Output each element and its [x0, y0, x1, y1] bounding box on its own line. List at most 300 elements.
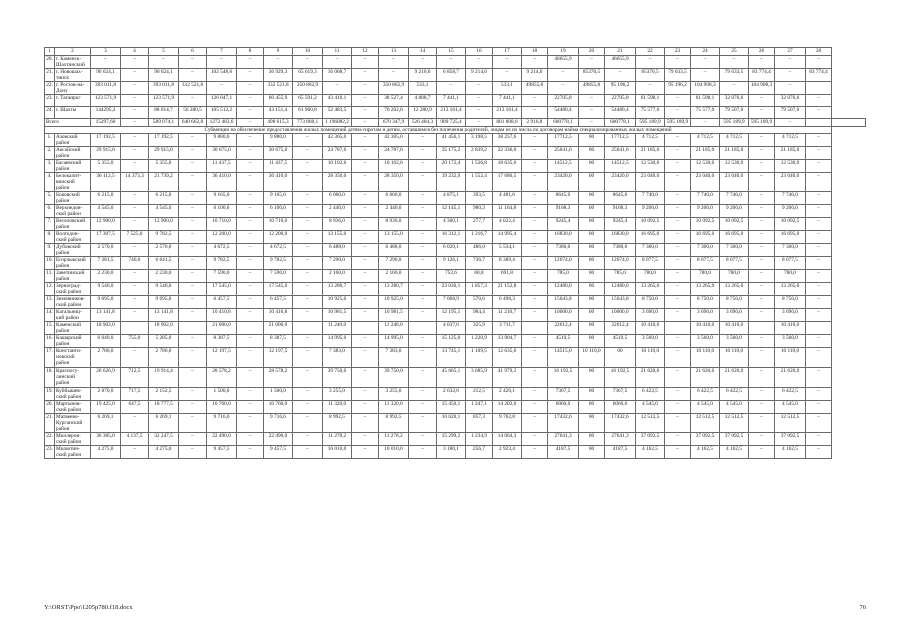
- table-cell: 10 760,0: [207, 401, 237, 414]
- page-number: 76: [859, 604, 866, 611]
- table-row: [45, 107, 866, 119]
- table-cell: –: [775, 119, 806, 127]
- table-cell: –: [323, 82, 352, 95]
- table-cell: –: [121, 95, 149, 107]
- table-cell: –: [352, 231, 379, 244]
- table-cell: 4 162,5: [636, 446, 665, 459]
- table-cell: 526 484,3: [409, 119, 437, 127]
- table-cell: –: [179, 231, 207, 244]
- table-cell: 4 022,4: [493, 218, 522, 231]
- table-cell: 2 160,0: [379, 270, 409, 283]
- table-cell: 10 092,5: [636, 218, 665, 231]
- table-cell: 12 530,0: [720, 160, 749, 173]
- table-cell: 20.: [45, 401, 55, 414]
- table-cell: 9 716,6: [207, 414, 237, 433]
- table-cell: 21 152,8: [493, 283, 522, 296]
- table-cell: –: [522, 401, 548, 414]
- table-cell: –: [775, 56, 806, 69]
- table-cell: –: [352, 283, 379, 296]
- table-cell: –: [665, 433, 691, 446]
- table-cell: –: [409, 56, 437, 69]
- table-cell: –: [179, 335, 207, 348]
- table-cell: –: [437, 82, 466, 95]
- table-cell: 16 192,5: [605, 368, 636, 388]
- table-cell: 32 247,5: [149, 433, 179, 446]
- table-cell: 16830,0: [548, 231, 579, 244]
- table-cell: 14 995,0: [379, 335, 409, 348]
- table-cell: –: [409, 401, 437, 414]
- table-cell: –: [293, 388, 323, 401]
- table-cell: 533,1: [409, 82, 437, 95]
- table-cell: 785,0: [605, 270, 636, 283]
- table-cell: –: [493, 56, 522, 69]
- table-row: [45, 173, 866, 192]
- table-cell: –: [409, 433, 437, 446]
- table-cell: 00: [579, 192, 605, 205]
- table-cell: 755,0: [121, 335, 149, 348]
- table-cell: 49855,8: [522, 82, 548, 95]
- table-cell: 12 512,5: [636, 414, 665, 433]
- table-cell: 10 410,0: [636, 322, 665, 335]
- table-cell: 60 455,9: [264, 95, 293, 107]
- table-cell: 17.: [45, 348, 55, 368]
- table-cell: 670 347,9: [379, 119, 409, 127]
- table-cell: –: [379, 56, 409, 69]
- table-cell: 21 185,0: [720, 147, 749, 160]
- table-cell: –: [749, 231, 775, 244]
- row-label-cell: Красносу-линский район: [55, 368, 91, 388]
- table-cell: 2 230,0: [91, 270, 121, 283]
- table-cell: 600778,1: [548, 119, 579, 127]
- table-cell: 00: [579, 160, 605, 173]
- table-cell: 5 285,0: [149, 335, 179, 348]
- table-cell: 647,5: [121, 401, 149, 414]
- table-cell: 3 690,0: [691, 309, 720, 322]
- table-cell: 104 908,3: [749, 82, 775, 95]
- table-cell: 801 808,6: [493, 119, 522, 127]
- table-cell: 15 299,2: [437, 433, 466, 446]
- table-cell: 9 200,0: [775, 205, 806, 218]
- table-cell: –: [179, 192, 207, 205]
- table-cell: –: [179, 309, 207, 322]
- table-cell: 8 077,5: [691, 257, 720, 270]
- table-cell: –: [352, 82, 379, 95]
- table-cell: –: [237, 205, 264, 218]
- table-row: [45, 270, 866, 283]
- table-cell: 17432,6: [605, 414, 636, 433]
- table-cell: –: [179, 388, 207, 401]
- table-cell: –: [806, 388, 832, 401]
- table-cell: –: [293, 192, 323, 205]
- table-cell: 780,0: [636, 270, 665, 283]
- table-cell: 41 456,1: [437, 134, 466, 147]
- table-cell: –: [522, 257, 548, 270]
- table-cell: 3 255,0: [323, 388, 352, 401]
- table-cell: 22.: [45, 82, 55, 95]
- table-cell: –: [121, 205, 149, 218]
- table-cell: –: [806, 134, 832, 147]
- table-cell: 9 540,0: [91, 283, 121, 296]
- table-cell: 1 500,0: [207, 388, 237, 401]
- table-cell: –: [352, 218, 379, 231]
- table-cell: –: [352, 433, 379, 446]
- table-cell: 325,9: [466, 322, 493, 335]
- table-cell: –: [409, 134, 437, 147]
- table-cell: 9 165,0: [264, 192, 293, 205]
- table-cell: 28 350,0: [379, 173, 409, 192]
- table-cell: 25041,6: [548, 147, 579, 160]
- table-cell: 14512,5: [548, 160, 579, 173]
- table-cell: 984,4: [466, 309, 493, 322]
- table-cell: 4 712,5: [775, 134, 806, 147]
- table-cell: –: [806, 95, 832, 107]
- table-cell: 13 155,0: [379, 231, 409, 244]
- table-cell: –: [409, 218, 437, 231]
- table-cell: 7 068,9: [437, 296, 466, 309]
- table-cell: 780,0: [691, 270, 720, 283]
- table-cell: 10 410,0: [691, 322, 720, 335]
- table-cell: –: [749, 348, 775, 368]
- table-cell: –: [237, 134, 264, 147]
- table-cell: 28 578,2: [207, 368, 237, 388]
- table-cell: –: [806, 335, 832, 348]
- table-cell: –: [293, 433, 323, 446]
- table-cell: 1.: [45, 134, 55, 147]
- table-cell: 9 880,0: [207, 134, 237, 147]
- table-cell: –: [121, 192, 149, 205]
- table-cell: 00: [579, 173, 605, 192]
- table-cell: 4 162,5: [775, 446, 806, 459]
- table-cell: –: [409, 173, 437, 192]
- table-cell: –: [293, 368, 323, 388]
- table-cell: 712,5: [121, 368, 149, 388]
- row-label-cell: Мартынов-ский район: [55, 401, 91, 414]
- table-cell: 88 014,7: [149, 107, 179, 119]
- table-cell: –: [466, 56, 493, 69]
- table-cell: 4 545,0: [149, 205, 179, 218]
- table-cell: 8 992,5: [323, 414, 352, 433]
- table-cell: –: [352, 134, 379, 147]
- table-cell: 14515,0: [548, 348, 579, 368]
- table-cell: 37 092,5: [775, 433, 806, 446]
- table-cell: –: [352, 335, 379, 348]
- table-cell: 102 548,6: [207, 69, 237, 82]
- table-cell: 6 060,0: [379, 192, 409, 205]
- row-label-cell: Каменский район: [55, 322, 91, 335]
- row-label-cell: Багаевский район: [55, 160, 91, 173]
- table-cell: 12480,0: [605, 283, 636, 296]
- table-cell: –: [237, 231, 264, 244]
- table-cell: –: [237, 147, 264, 160]
- table-cell: 22705,8: [548, 95, 579, 107]
- table-cell: –: [806, 401, 832, 414]
- table-cell: 123 571,9: [149, 95, 179, 107]
- table-cell: –: [179, 218, 207, 231]
- table-cell: 46655,9: [605, 56, 636, 69]
- table-cell: –: [179, 56, 207, 69]
- table-cell: 12 145,1: [437, 205, 466, 218]
- table-cell: 104 908,3: [691, 82, 720, 95]
- table-cell: 6 422,5: [636, 388, 665, 401]
- table-cell: 8 936,0: [323, 218, 352, 231]
- table-cell: 21 185,0: [691, 147, 720, 160]
- table-cell: –: [749, 433, 775, 446]
- table-cell: 6 858,7: [437, 69, 466, 82]
- table-cell: –: [749, 414, 775, 433]
- table-cell: 9168,3: [605, 205, 636, 218]
- table-cell: 11 240,0: [379, 322, 409, 335]
- table-cell: 35 175,2: [437, 147, 466, 160]
- table-cell: 9 126,1: [437, 257, 466, 270]
- table-cell: –: [522, 414, 548, 433]
- table-cell: 4 545,0: [775, 401, 806, 414]
- table-cell: 2 916,8: [522, 119, 548, 127]
- table-cell: 2 923,4: [493, 446, 522, 459]
- table-cell: 00: [579, 205, 605, 218]
- table-cell: –: [665, 231, 691, 244]
- row-label-cell: Заветинский район: [55, 270, 91, 283]
- table-cell: –: [179, 160, 207, 173]
- table-cell: –: [806, 433, 832, 446]
- table-cell: –: [352, 446, 379, 459]
- table-cell: –: [293, 257, 323, 270]
- table-cell: –: [522, 348, 548, 368]
- table-cell: –: [121, 283, 149, 296]
- table-cell: 90 624,1: [91, 69, 121, 82]
- table-cell: 1 234,9: [466, 433, 493, 446]
- table-cell: 00: [579, 414, 605, 433]
- table-cell: –: [522, 446, 548, 459]
- table-cell: 42 305,0: [379, 134, 409, 147]
- table-cell: 595 189,9: [636, 119, 665, 127]
- table-cell: –: [293, 414, 323, 433]
- table-cell: –: [121, 218, 149, 231]
- table-cell: 12: [352, 48, 379, 56]
- table-cell: –: [237, 257, 264, 270]
- table-cell: 23 030,1: [437, 283, 466, 296]
- table-cell: –: [293, 283, 323, 296]
- table-cell: 42 305,0: [323, 134, 352, 147]
- table-cell: 00: [579, 270, 605, 283]
- table-cell: 13 265,0: [720, 283, 749, 296]
- table-cell: 7 441,1: [437, 95, 466, 107]
- table-cell: 9 214,0: [466, 69, 493, 82]
- table-cell: –: [665, 348, 691, 368]
- table-cell: 7 300,0: [720, 244, 749, 257]
- table-cell: 24 787,6: [323, 147, 352, 160]
- table-cell: 4 545,0: [91, 205, 121, 218]
- table-cell: –: [179, 147, 207, 160]
- table-cell: 1 316,7: [466, 231, 493, 244]
- table-cell: 2 632,6: [437, 388, 466, 401]
- table-cell: 6 422,5: [775, 388, 806, 401]
- table-cell: –: [579, 119, 605, 127]
- table-cell: –: [665, 388, 691, 401]
- table-cell: 10.: [45, 257, 55, 270]
- table-row: [45, 257, 866, 270]
- table-cell: –: [352, 388, 379, 401]
- table-cell: 9 540,0: [149, 283, 179, 296]
- table-cell: –: [323, 56, 352, 69]
- table-cell: 1: [45, 48, 55, 56]
- table-cell: –: [749, 244, 775, 257]
- row-label-cell: Егорлыкский район: [55, 257, 91, 270]
- table-cell: –: [806, 348, 832, 368]
- table-row: [45, 368, 866, 388]
- table-cell: –: [579, 56, 605, 69]
- table-cell: 12 512,5: [720, 414, 749, 433]
- table-cell: –: [179, 414, 207, 433]
- table-cell: –: [179, 205, 207, 218]
- table-cell: –: [352, 119, 379, 127]
- table-cell: 27641,3: [548, 433, 579, 446]
- table-cell: –: [352, 270, 379, 283]
- table-cell: [749, 322, 775, 335]
- table-cell: 17 545,0: [264, 283, 293, 296]
- table-cell: 14 064,3: [493, 433, 522, 446]
- table-cell: 256,7: [466, 446, 493, 459]
- table-cell: 7 590,0: [264, 270, 293, 283]
- table-cell: 8 077,5: [720, 257, 749, 270]
- table-cell: 9 762,8: [493, 414, 522, 433]
- table-cell: 21 620,0: [691, 368, 720, 388]
- table-cell: 7 441,1: [493, 95, 522, 107]
- table-cell: –: [522, 56, 548, 69]
- table-cell: –: [121, 309, 149, 322]
- table-cell: 37 092,5: [691, 433, 720, 446]
- table-row: [45, 283, 866, 296]
- table-cell: –: [749, 95, 775, 107]
- row-label-cell: Матвеево-Курганский район: [55, 414, 91, 433]
- table-cell: 9 457,5: [264, 446, 293, 459]
- table-row: [45, 56, 866, 69]
- table-cell: 2 839,2: [466, 147, 493, 160]
- table-cell: 10: [293, 48, 323, 56]
- table-cell: 8 750,0: [691, 296, 720, 309]
- table-cell: –: [237, 244, 264, 257]
- table-cell: 6 020,1: [437, 244, 466, 257]
- table-cell: –: [605, 69, 636, 82]
- table-cell: 00: [579, 147, 605, 160]
- table-cell: 25: [720, 48, 749, 56]
- table-cell: 15643,8: [605, 296, 636, 309]
- table-cell: –: [806, 147, 832, 160]
- row-label-cell: Кашарский район: [55, 335, 91, 348]
- table-cell: –: [466, 119, 493, 127]
- table-cell: 00: [605, 348, 636, 368]
- table-cell: 54480,4: [605, 107, 636, 119]
- table-cell: 11: [323, 48, 352, 56]
- table-cell: 10 760,0: [264, 401, 293, 414]
- table-cell: 12 280,9: [409, 107, 437, 119]
- table-cell: –: [352, 56, 379, 69]
- table-row: [45, 335, 866, 348]
- table-cell: –: [91, 56, 121, 69]
- table-cell: 21 620,0: [720, 368, 749, 388]
- table-cell: –: [352, 401, 379, 414]
- table-cell: –: [522, 433, 548, 446]
- table-cell: –: [749, 283, 775, 296]
- table-cell: –: [352, 192, 379, 205]
- row-label-cell: г. Ростов-на-Дону: [55, 82, 91, 95]
- table-cell: 15643,8: [548, 296, 579, 309]
- table-cell: 3 711,7: [493, 322, 522, 335]
- table-cell: –: [522, 218, 548, 231]
- table-cell: 75 577,0: [636, 107, 665, 119]
- table-cell: –: [409, 270, 437, 283]
- table-cell: [806, 322, 832, 335]
- table-cell: 3 560,0: [636, 335, 665, 348]
- table-cell: 4 545,0: [720, 401, 749, 414]
- table-cell: 75 577,0: [691, 107, 720, 119]
- table-cell: 14.: [45, 309, 55, 322]
- table-cell: 23 040,0: [720, 173, 749, 192]
- table-row: [45, 322, 866, 335]
- table-cell: 11 320,0: [379, 401, 409, 414]
- table-cell: –: [293, 296, 323, 309]
- table-cell: 16 312,1: [437, 231, 466, 244]
- table-cell: 00: [579, 322, 605, 335]
- table-cell: 3 690,0: [775, 309, 806, 322]
- table-cell: –: [352, 296, 379, 309]
- table-cell: –: [121, 119, 149, 127]
- table-cell: –: [665, 107, 691, 119]
- table-cell: 17712,5: [548, 134, 579, 147]
- table-cell: 7 740,0: [691, 192, 720, 205]
- table-cell: 8 992,5: [379, 414, 409, 433]
- section-title-row: [45, 127, 866, 134]
- table-cell: –: [352, 69, 379, 82]
- table-cell: 22: [636, 48, 665, 56]
- table-cell: 7 525,0: [121, 231, 149, 244]
- row-label-cell: Азовский район: [55, 134, 91, 147]
- table-cell: 13.: [45, 296, 55, 309]
- row-label-cell: Милютин-ский район: [55, 446, 91, 459]
- table-cell: 26: [749, 48, 775, 56]
- table-cell: 60,8: [466, 270, 493, 283]
- table-cell: –: [237, 192, 264, 205]
- table-cell: 4 672,5: [264, 244, 293, 257]
- table-cell: 11 320,0: [323, 401, 352, 414]
- table-cell: 16.: [45, 335, 55, 348]
- table-cell: 10000,0: [548, 309, 579, 322]
- table-cell: –: [121, 244, 149, 257]
- table-row: [45, 401, 866, 414]
- table-cell: 9 716,6: [264, 414, 293, 433]
- row-label-cell: г. Шахты: [55, 107, 91, 119]
- table-cell: 595 189,9: [749, 119, 775, 127]
- table-cell: –: [720, 82, 749, 95]
- table-cell: 105 512,2: [207, 107, 237, 119]
- table-cell: –: [179, 95, 207, 107]
- table-cell: –: [293, 205, 323, 218]
- table-cell: 29 915,0: [91, 147, 121, 160]
- table-cell: 2 440,0: [323, 205, 352, 218]
- table-cell: 12 197,5: [264, 348, 293, 368]
- table-cell: 24 787,6: [379, 147, 409, 160]
- table-row: [45, 69, 866, 82]
- row-label-cell: Дубовский район: [55, 244, 91, 257]
- table-cell: –: [720, 56, 749, 69]
- table-cell: –: [466, 82, 493, 95]
- table-cell: 1 196082,2: [323, 119, 352, 127]
- table-cell: 30 675,0: [264, 147, 293, 160]
- table-cell: –: [522, 95, 548, 107]
- table-cell: –: [749, 160, 775, 173]
- table-cell: 1 500,0: [264, 388, 293, 401]
- table-cell: 9 200,0: [691, 205, 720, 218]
- table-cell: 10 092,5: [691, 218, 720, 231]
